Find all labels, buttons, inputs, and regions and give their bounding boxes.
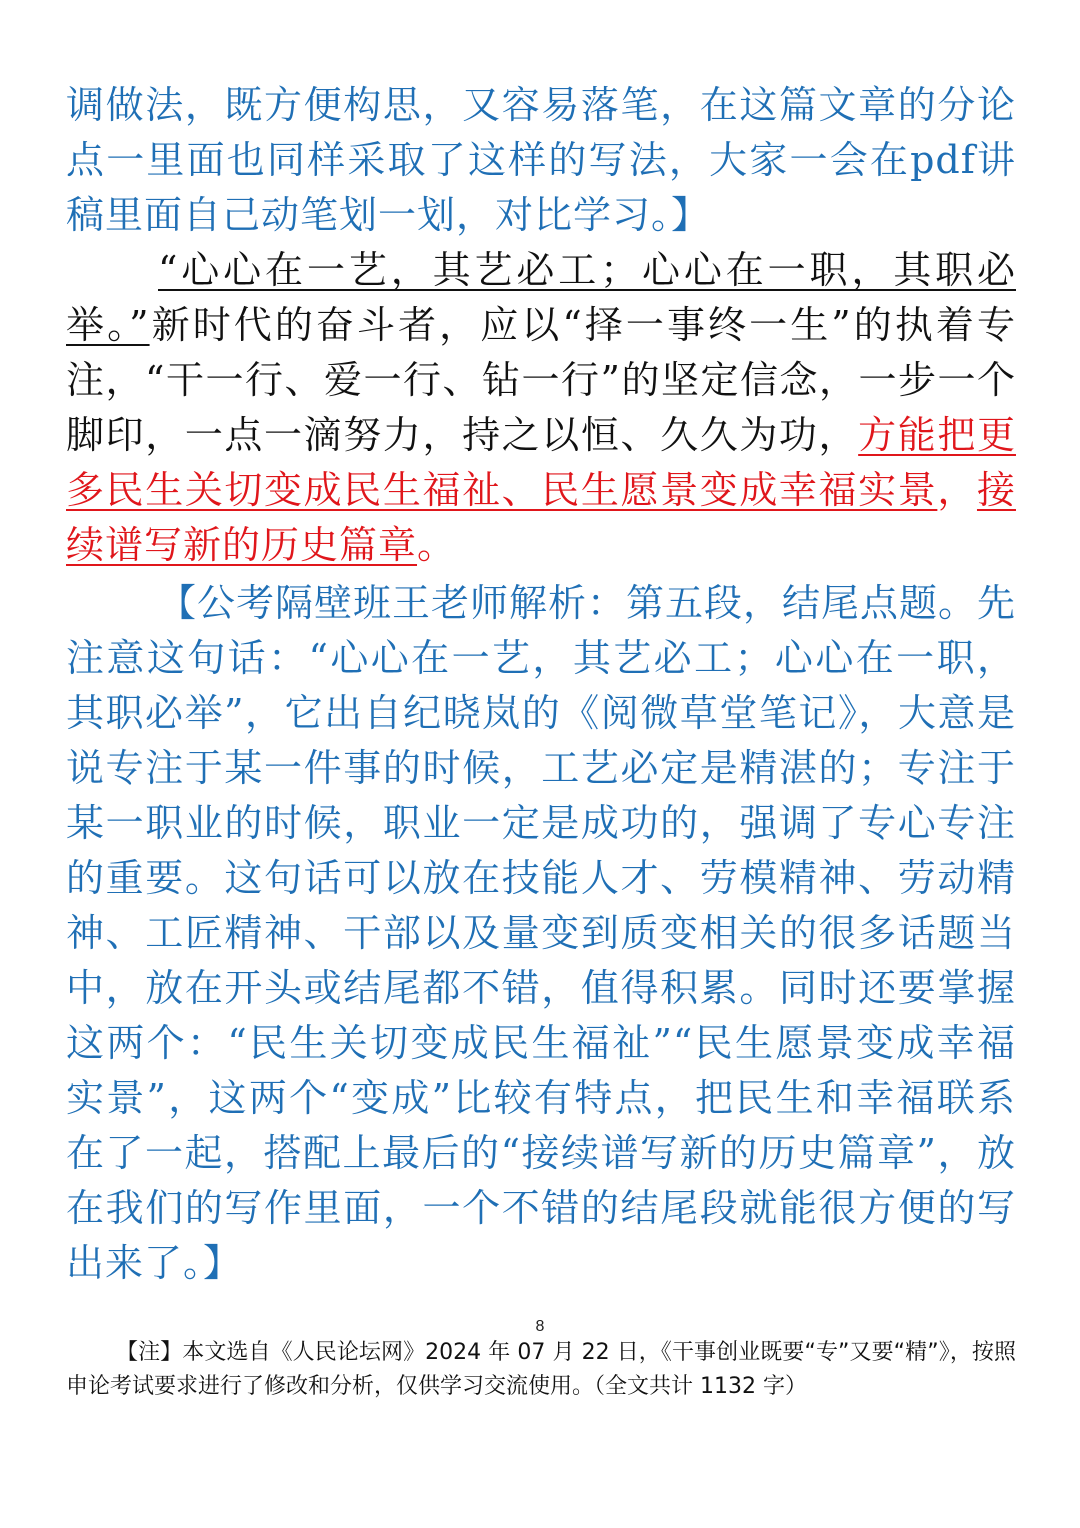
- document-body: [66, 78, 1016, 1291]
- source-note: 【注】本文选自《人民论坛网》2024 年 07 月 22 日，《干事创业既要“专”又要“精”》，按照申论考试要求进行了修改和分析，仅供学习交流使用。（全文共计 1132 字）: [66, 1340, 1016, 1399]
- analysis-continuation-paragraph: 调做法，既方便构思，又容易落笔，在这篇文章的分论点一里面也同样采取了这样的写法，大家一会在pdf讲稿里面自己动笔划一划，对比学习。】: [66, 83, 1016, 237]
- highlight-phrase-1: 方能把更多民生关切变成民生福祉、民生愿景变成幸福实景: [66, 413, 1016, 512]
- page-number: 8: [535, 1318, 545, 1335]
- conclusion-paragraph: [66, 243, 1016, 573]
- highlight-period: 。: [417, 523, 457, 567]
- highlight-phrase-2: 接续谱写新的历史篇章: [66, 468, 1016, 567]
- conclusion-body-text: 新时代的奋斗者，应以“择一事终一生”的执着专注，“干一行、爱一行、钻一行”的坚定信念，一步一个脚印，一点一滴努力，持之以恒、久久为功，: [66, 303, 1016, 457]
- teacher-analysis-paragraph: 【公考隔壁班王老师解析：第五段，结尾点题。先注意这句话：“心心在一艺，其艺必工；心心在一职，其职必举”，它出自纪晓岚的《阅微草堂笔记》，大意是说专注于某一件事的时候，工艺必定是精湛的；专注于某一职业的时候，职业一定是成功的，强调了专心专注的重要。这句话可以放在技能人才、劳模精神、劳动精神、工匠精神、干部以及量变到质变相关的很多话题当中，放在开头或结尾都不错，值得积累。同时还要掌握这两个：“民生关切变成民生福祉”“民生愿景变成幸福实景”，这两个“变成”比较有特点，把民生和幸福联系在了一起，搭配上最后的“接续谱写新的历史篇章”，放在我们的写作里面，一个不错的结尾段就能很方便的写出来了。】: [66, 581, 1017, 1285]
- highlight-comma: ，: [937, 468, 977, 512]
- quote-sentence: “心心在一艺，其艺必工；心心在一职，其职必举。”: [66, 248, 1016, 347]
